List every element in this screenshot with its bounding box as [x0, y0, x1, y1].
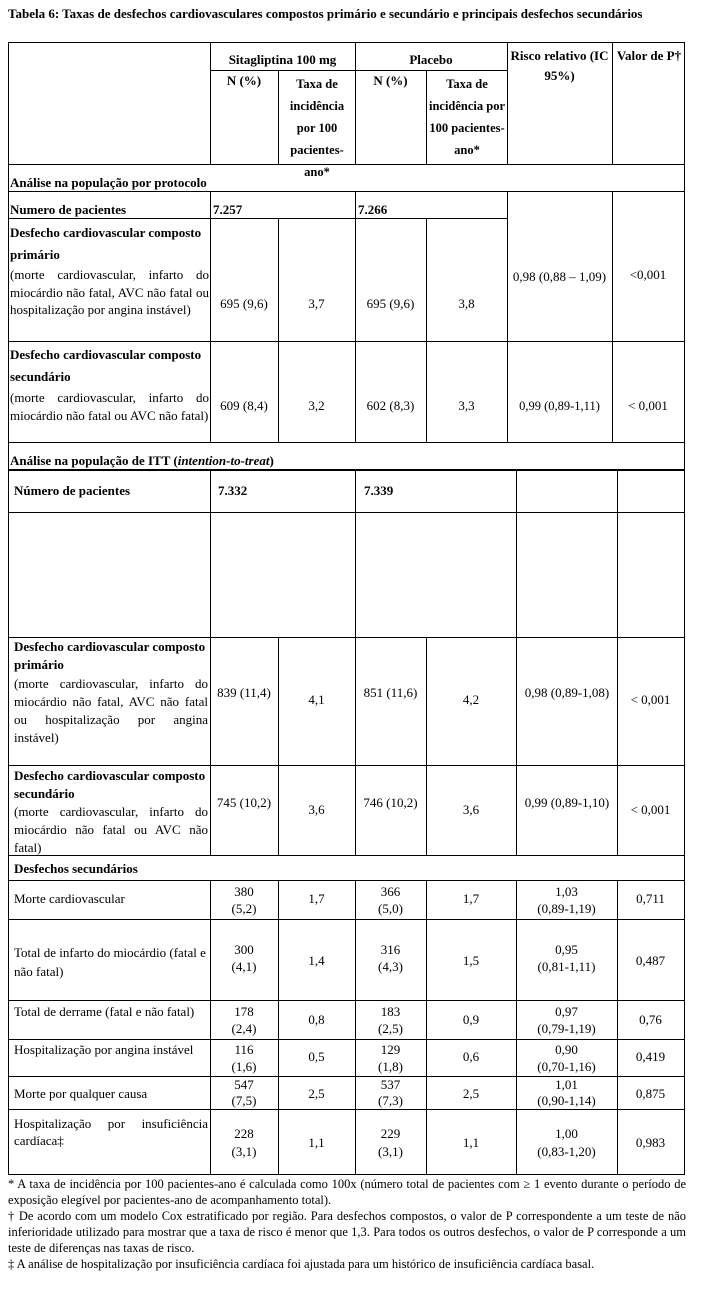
protocol-row-s-n: 695 (9,6): [220, 296, 268, 311]
itt-composite-s-n: 839 (11,4): [217, 685, 271, 700]
secondary-row-label: Morte cardiovascular: [14, 891, 125, 906]
protocol-n-sita: 7.257: [213, 202, 243, 217]
header-taxa-sita: Taxa de incidência por 100 pacientes-ano*: [289, 77, 345, 179]
protocol-row-desc: (morte cardiovascular, infarto do miocárdio não fatal ou AVC não fatal): [10, 390, 209, 423]
secondary-row-s-n: 116 (1,6): [231, 1042, 257, 1074]
protocol-row-p-t: 3,8: [458, 296, 475, 311]
itt-composite-rr: 0,98 (0,89-1,08): [524, 685, 610, 700]
protocol-row-s-n: 609 (8,4): [220, 398, 268, 413]
secondary-row-s-n: 547 (7,5): [231, 1077, 257, 1108]
secondary-row-label: Hospitalização por insuficiência cardíaca‡: [14, 1116, 208, 1148]
secondary-label: Desfechos secundários: [14, 861, 138, 876]
footnote: * A taxa de incidência por 100 pacientes-ano é calculada como 100x (número total de pacientes com ≥ 1 evento durante o período de exposição elegível por pacientes-ano de acompanhamento total).: [8, 1177, 686, 1207]
secondary-row-p: 0,983: [635, 1135, 666, 1150]
secondary-row-p-t: 2,5: [462, 1086, 480, 1101]
secondary-row-rr: 1,03 (0,89-1,19): [537, 884, 596, 916]
secondary-row-p: 0,487: [635, 953, 666, 968]
secondary-row-label: Total de derrame (fatal e não fatal): [14, 1004, 195, 1019]
protocol-row-p: < 0,001: [628, 398, 668, 413]
header-n-pct-placebo: N (%): [373, 73, 408, 88]
secondary-row-p-n: 366 (5,0): [378, 884, 403, 916]
secondary-row-s-t: 1,1: [308, 1135, 325, 1150]
secondary-row-s-n: 380 (5,2): [231, 884, 257, 916]
itt-composite-p-t: 3,6: [462, 802, 480, 817]
itt-composite-rr: 0,99 (0,89-1,10): [524, 795, 610, 810]
section-itt-suffix: ): [269, 453, 274, 468]
protocol-row-rr: 0,99 (0,89-1,11): [519, 399, 600, 413]
itt-composite-title: Desfecho cardiovascular composto primário: [14, 639, 206, 672]
section-itt: [10, 453, 274, 469]
secondary-row-p-t: 0,9: [462, 1012, 480, 1027]
protocol-row-p: <0,001: [629, 267, 667, 282]
protocol-row-p-n: 602 (8,3): [366, 398, 415, 413]
protocol-row-rr: 0,98 (0,88 – 1,09): [512, 269, 607, 284]
secondary-row-p-n: 537 (7,3): [378, 1077, 403, 1108]
protocol-row-s-t: 3,7: [308, 296, 325, 311]
itt-composite-desc: (morte cardiovascular, infarto do miocárdio não fatal ou AVC não fatal): [14, 804, 208, 855]
itt-composite-s-t: 4,1: [308, 692, 325, 707]
protocol-row-s-t: 3,2: [308, 398, 325, 413]
secondary-row-rr: 0,97 (0,79-1,19): [537, 1004, 596, 1036]
secondary-row-p: 0,875: [635, 1086, 666, 1101]
itt-composite-p-n: 851 (11,6): [363, 685, 418, 700]
section-itt-prefix: Análise na população de ITT (: [10, 453, 178, 468]
secondary-row-s-t: 2,5: [308, 1086, 325, 1101]
secondary-row-p: 0,76: [639, 1012, 662, 1027]
header-n-pct-sita: N (%): [226, 73, 262, 88]
secondary-row-s-t: 1,4: [308, 953, 325, 968]
secondary-row-p: 0,419: [635, 1049, 666, 1064]
header-valor-p: Valor de P†: [616, 48, 682, 63]
protocol-n-placebo: 7.266: [358, 202, 388, 217]
table-caption: Tabela 6: Taxas de desfechos cardiovasculares compostos primário e secundário e principais desfechos secundários: [8, 6, 643, 21]
protocol-numero-label: Numero de pacientes: [10, 202, 127, 217]
protocol-row-desc: (morte cardiovascular, infarto do miocárdio não fatal, AVC não fatal ou hospitalização por angina instável): [10, 267, 209, 317]
header-sitagliptina: Sitagliptina 100 mg: [228, 52, 337, 67]
secondary-row-p-t: 1,7: [462, 891, 480, 906]
secondary-row-s-n: 300 (4,1): [231, 942, 257, 974]
secondary-row-label: Hospitalização por angina instável: [14, 1042, 194, 1057]
header-risco: Risco relativo (IC 95%): [510, 48, 609, 83]
itt-composite-p: < 0,001: [630, 802, 671, 817]
secondary-row-p-n: 229 (3,1): [378, 1126, 403, 1159]
secondary-row-s-n: 228 (3,1): [231, 1126, 257, 1159]
secondary-row-rr: 0,95 (0,81-1,11): [537, 942, 596, 974]
secondary-row-s-t: 0,8: [308, 1012, 325, 1027]
protocol-row-p-t: 3,3: [458, 398, 475, 413]
secondary-row-label: Morte por qualquer causa: [14, 1086, 148, 1101]
section-itt-italic: intention-to-treat: [177, 453, 270, 468]
footnotes: [8, 1176, 686, 1272]
itt-composite-p: < 0,001: [630, 692, 671, 707]
itt-composite-title: Desfecho cardiovascular composto secundário: [14, 768, 206, 801]
secondary-row-p: 0,711: [636, 891, 665, 906]
itt-composite-s-n: 745 (10,2): [216, 795, 272, 810]
protocol-row-title: Desfecho cardiovascular composto secundário: [10, 347, 202, 384]
header-placebo: Placebo: [409, 52, 453, 67]
secondary-row-p-n: 316 (4,3): [378, 942, 403, 974]
footnote: ‡ A análise de hospitalização por insuficiência cardíaca foi ajustada para um histórico de insuficiência cardíaca basal.: [8, 1257, 595, 1271]
itt-composite-p-n: 746 (10,2): [363, 795, 418, 810]
header-taxa-placebo: Taxa de incidência por 100 pacientes-ano*: [428, 77, 506, 157]
itt-composite-desc: (morte cardiovascular, infarto do miocárdio não fatal, AVC não fatal ou hospitalização por angina instável): [14, 676, 208, 745]
itt-composite-s-t: 3,6: [308, 802, 325, 817]
secondary-row-p-t: 0,6: [462, 1049, 480, 1064]
itt-n-sita: 7.332: [218, 483, 248, 498]
secondary-row-label: Total de infarto do miocárdio (fatal e não fatal): [14, 945, 206, 979]
protocol-row-p-n: 695 (9,6): [366, 296, 415, 311]
secondary-row-p-t: 1,1: [462, 1135, 480, 1150]
section-protocol: Análise na população por protocolo: [10, 175, 207, 190]
secondary-row-s-t: 0,5: [308, 1049, 325, 1064]
itt-composite-p-t: 4,2: [462, 692, 480, 707]
secondary-row-p-n: 129 (1,8): [378, 1042, 403, 1074]
footnote: † De acordo com um modelo Cox estratificado por região. Para desfechos compostos, o valor de P correspondente a um teste de não inferioridade utilizado para mostrar que a taxa de risco é menor que 1,3. Para todos os outros desfechos, o valor de P corresponde a um teste de diferenças nas taxas de risco.: [8, 1209, 686, 1255]
itt-numero-label: Número de pacientes: [14, 483, 131, 498]
secondary-row-rr: 1,00 (0,83-1,20): [537, 1126, 596, 1159]
secondary-row-p-t: 1,5: [462, 953, 480, 968]
secondary-row-s-t: 1,7: [308, 891, 325, 906]
secondary-row-rr: 0,90 (0,70-1,16): [537, 1042, 596, 1074]
protocol-row-title: Desfecho cardiovascular composto primário: [10, 225, 202, 262]
secondary-row-p-n: 183 (2,5): [378, 1004, 403, 1036]
secondary-row-rr: 1,01 (0,90-1,14): [537, 1077, 596, 1108]
itt-n-placebo: 7.339: [364, 483, 394, 498]
secondary-row-s-n: 178 (2,4): [231, 1004, 257, 1036]
